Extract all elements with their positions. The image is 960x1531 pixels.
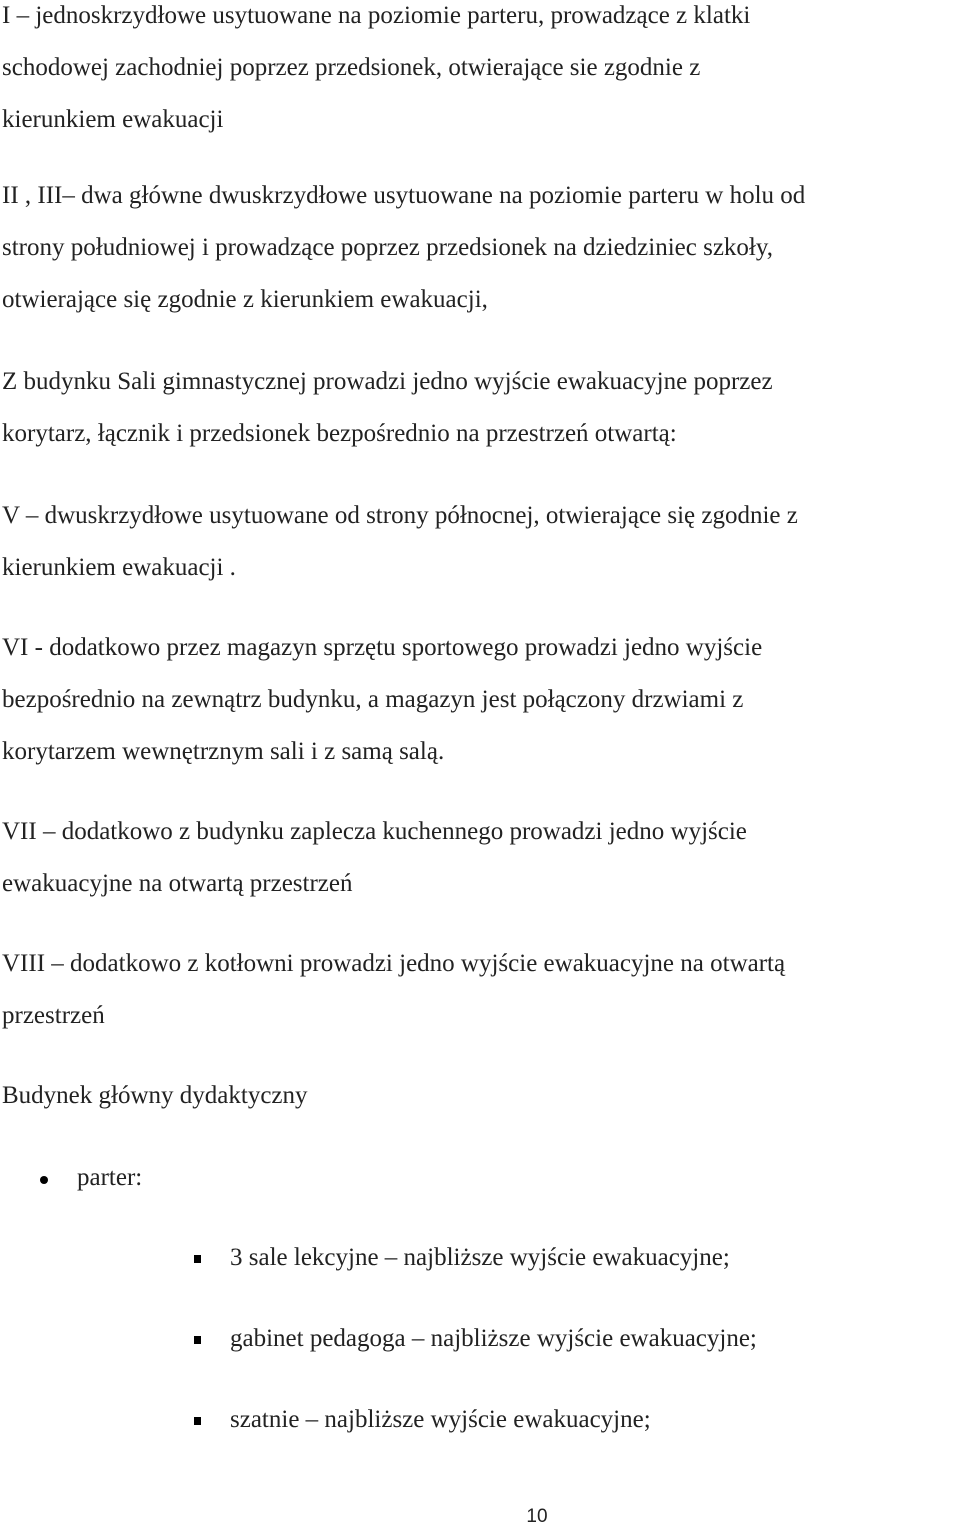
text-line: VIII – dodatkowo z kotłowni prowadzi jedno wyjście ewakuacyjne na otwartą: [2, 950, 786, 977]
square-bullet-icon: [194, 1417, 201, 1425]
text-line: kierunkiem ewakuacji .: [2, 554, 236, 581]
paragraph-exit-vii: [2, 806, 954, 910]
page-number: 10: [526, 1506, 548, 1527]
text-line: VI - dodatkowo przez magazyn sprzętu sportowego prowadzi jedno wyjście: [2, 634, 763, 661]
text-line: I – jednoskrzydłowe usytuowane na poziomie parteru, prowadzące z klatki: [2, 2, 751, 29]
text-line: Budynek główny dydaktyczny: [2, 1082, 308, 1109]
square-bullet-icon: [194, 1336, 201, 1344]
list-item: szatnie – najbliższe wyjście ewakuacyjne;: [230, 1406, 651, 1433]
text-line: Z budynku Sali gimnastycznej prowadzi jedno wyjście ewakuacyjne poprzez: [2, 368, 773, 395]
list-item: gabinet pedagoga – najbliższe wyjście ewakuacyjne;: [230, 1325, 757, 1352]
text-line: VII – dodatkowo z budynku zaplecza kuchennego prowadzi jedno wyjście: [2, 818, 747, 845]
text-line: przestrzeń: [2, 1002, 105, 1029]
text-line: strony południowej i prowadzące poprzez przedsionek na dziedziniec szkoły,: [2, 234, 774, 261]
text-line: otwierające się zgodnie z kierunkiem ewakuacji,: [2, 286, 488, 313]
paragraph-exit-viii: [2, 938, 954, 1042]
paragraph-exit-ii-iii: [2, 170, 954, 326]
paragraph-exit-v: [2, 490, 954, 594]
square-bullet-icon: [194, 1255, 201, 1263]
text-line: korytarzem wewnętrznym sali i z samą salą.: [2, 738, 445, 765]
list-item: 3 sale lekcyjne – najbliższe wyjście ewakuacyjne;: [230, 1244, 730, 1271]
text-line: ewakuacyjne na otwartą przestrzeń: [2, 870, 353, 897]
section-heading-main-building: [2, 1070, 954, 1122]
paragraph-exit-vi: [2, 622, 954, 778]
list-item-ground-floor: parter:: [77, 1164, 143, 1191]
paragraph-exit-i: [2, 0, 954, 146]
round-bullet-icon: [40, 1176, 48, 1184]
text-line: II , III– dwa główne dwuskrzydłowe usytuowane na poziomie parteru w holu od: [2, 182, 806, 209]
text-line: bezpośrednio na zewnątrz budynku, a magazyn jest połączony drzwiami z: [2, 686, 744, 713]
text-line: schodowej zachodniej poprzez przedsionek, otwierające sie zgodnie z: [2, 54, 701, 81]
text-line: kierunkiem ewakuacji: [2, 106, 224, 133]
text-line: V – dwuskrzydłowe usytuowane od strony północnej, otwierające się zgodnie z: [2, 502, 798, 529]
text-line: korytarz, łącznik i przedsionek bezpośrednio na przestrzeń otwartą:: [2, 420, 677, 447]
paragraph-gym-building: [2, 356, 954, 460]
